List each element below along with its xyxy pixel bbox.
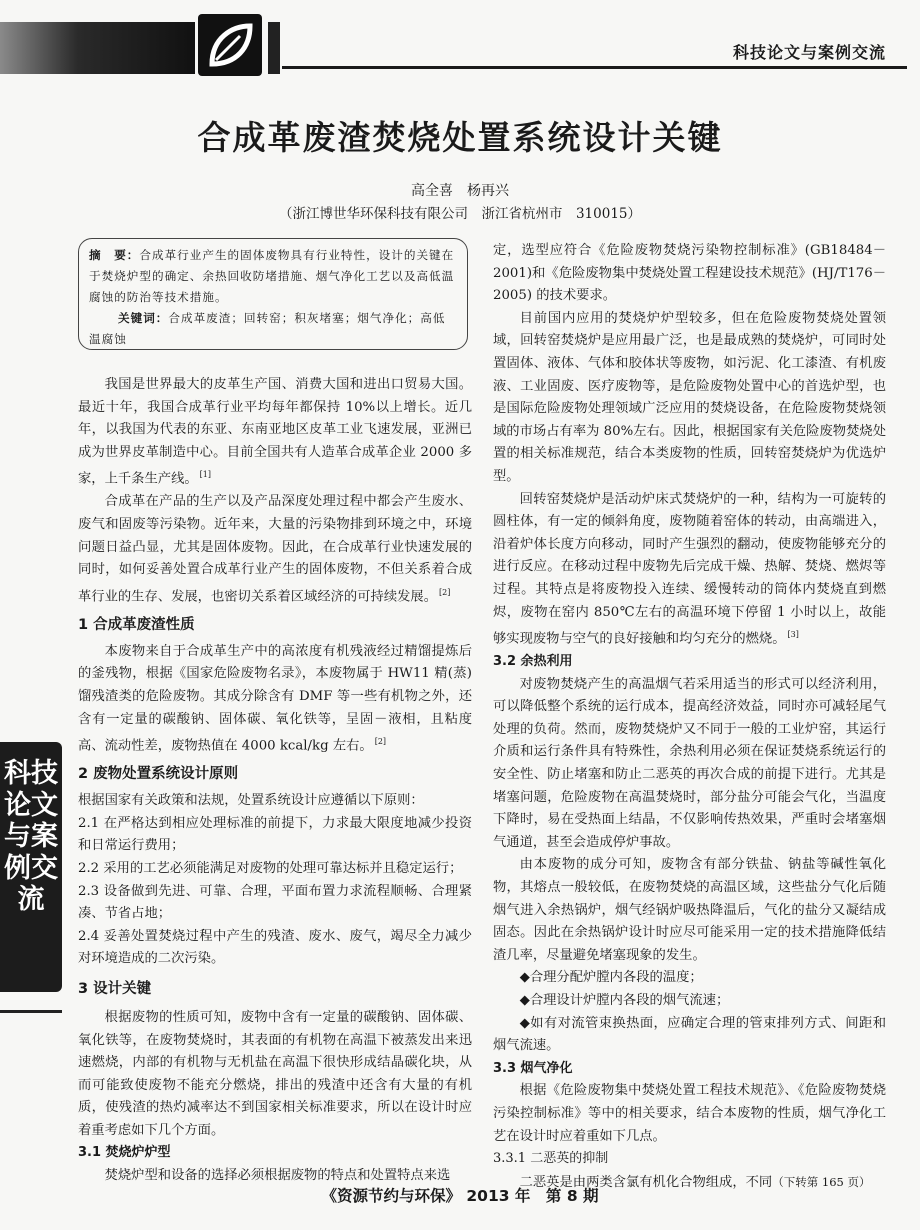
list-item: 2.1 在严格达到相应处理标准的前提下，力求最大限度地减少投资和日常运行费用； bbox=[78, 815, 472, 854]
paragraph: 根据《危险废物集中焚烧处置工程技术规范》、《危险废物焚烧污染控制标准》等中的相关要求，结合本废物的性质，烟气净化工艺在设计时应着重如下几点。 bbox=[493, 1083, 886, 1144]
abstract-text: 合成革行业产生的固体废物具有行业特性，设计的关键在于焚烧炉型的确定、余热回收防堵措施、烟气净化工艺以及高低温腐蚀的防治等技术措施。 bbox=[89, 248, 455, 304]
paragraph-text: 二恶英是由两类含氯有机化合物组成，不同 bbox=[519, 1174, 773, 1190]
list-item: 2.2 采用的工艺必须能满足对废物的处理可靠达标并且稳定运行； bbox=[78, 860, 463, 876]
citation: [2] bbox=[439, 587, 451, 597]
right-column bbox=[493, 240, 886, 1194]
paragraph bbox=[78, 491, 472, 608]
section-heading: 3 设计关键 bbox=[78, 980, 152, 997]
left-column bbox=[78, 374, 472, 1188]
paragraph: 定，选型应符合《危险废物焚烧污染物控制标准》(GB18484－2001)和《危险废物集中焚烧处置工程建设技术规范》(HJ/T176－2005) 的技术要求。 bbox=[493, 243, 886, 304]
paragraph: 根据国家有关政策和法规，处置系统设计应遵循以下原则： bbox=[78, 793, 424, 809]
header-accent-bar bbox=[268, 22, 280, 74]
side-rule bbox=[0, 1010, 62, 1013]
abstract bbox=[89, 245, 457, 308]
keywords-label: 关键词： bbox=[118, 311, 169, 325]
article-affiliation: （浙江博世华环保科技有限公司 浙江省杭州市 310015） bbox=[278, 206, 642, 222]
paragraph-text: 合成革在产品的生产以及产品深度处理过程中都会产生废水、废气和固废等污染物。近年来，大量的污染物排到环境之中，环境问题日益凸显，尤其是固体废物。因此，在合成革行业快速发展的同时，如何妥善处置合成革行业产生的固体废物，不但关系着合成革行业的生存、发展，也密切关系着区域经济的可持续发展。 bbox=[78, 494, 472, 605]
bullet-item: ◆合理分配炉膛内各段的温度； bbox=[519, 970, 703, 986]
header-rule bbox=[282, 66, 907, 69]
header-band bbox=[0, 0, 920, 80]
subsection-heading: 3.2 余热利用 bbox=[493, 654, 573, 670]
section-heading: 1 合成革废渣性质 bbox=[78, 616, 195, 633]
subsection-heading: 3.1 焚烧炉炉型 bbox=[78, 1145, 171, 1161]
paragraph: 根据废物的性质可知，废物中含有一定量的碳酸钠、固体碳、氧化铁等，在废物焚烧时，其表面的有机物在高温下被蒸发出来迅速燃烧，内部的有机物与无机盐在高温下很快形成结晶碳化块，从而可能致使废物不能充分燃烧，排出的残渣中还含有大量的有机质，使残渣的热灼减率达不到国家相关标准要求，所以在设计时应着重考虑如下几个方面。 bbox=[78, 1009, 472, 1138]
paragraph: 由本废物的成分可知，废物含有部分铁盐、钠盐等碱性氧化物，其熔点一般较低，在废物焚烧的高温区域，这些盐分气化后随烟气进入余热锅炉，烟气经锅炉吸热降温后，气化的盐分又凝结成固态。因此在余热锅炉设计时应尽可能采用一定的技术措施降低结渣几率，尽量避免堵塞现象的发生。 bbox=[493, 857, 886, 963]
article-authors: 高全喜 杨再兴 bbox=[411, 183, 509, 199]
keywords-text: 合成革废渣；回转窑；积灰堵塞；烟气净化；高低温腐蚀 bbox=[89, 311, 446, 346]
list-item: 2.4 妥善处置焚烧过程中产生的残渣、废水、废气，竭尽全力减少对环境造成的二次污染。 bbox=[78, 928, 472, 967]
paragraph: 目前国内应用的焚烧炉炉型较多，但在危险废物焚烧处置领域，回转窑焚烧炉是应用最广泛，也是最成熟的焚烧炉，可同时处置固体、液体、气体和胶体状等废物，如污泥、化工漆渣、有机废液、工业固废、医疗废物等，是危险废物处置中心的首选炉型，也是国际危险废物处理领域广泛应用的焚烧设备，在危险废物焚烧领域的市场占有率为 80%左右。因此，根据国家有关危险废物焚烧处置的相关标准规范，结合本类废物的性质，回转窑焚烧炉为优选炉型。 bbox=[493, 310, 886, 484]
paragraph bbox=[78, 641, 472, 758]
abstract-box bbox=[78, 238, 468, 350]
leaf-logo-icon bbox=[198, 14, 262, 76]
paragraph: 焚烧炉型和设备的选择必须根据废物的特点和处置特点来选 bbox=[104, 1168, 451, 1184]
list-item: 2.3 设备做到先进、可靠、合理，平面布置力求流程顺畅、合理紧凑、节省占地； bbox=[78, 883, 472, 922]
continuation-note: （下转第 165 页） bbox=[772, 1174, 871, 1189]
article-title: 合成革废渣焚烧处置系统设计关键 bbox=[197, 118, 723, 157]
citation: [1] bbox=[199, 470, 212, 480]
journal-section-title: 科技论文与案例交流 bbox=[732, 43, 886, 62]
keywords bbox=[89, 308, 457, 350]
side-tab-label: 科技论文与案例交流 bbox=[4, 758, 58, 915]
subsubsection-heading: 3.3.1 二恶英的抑制 bbox=[493, 1151, 609, 1167]
bullet-item: ◆合理设计炉膛内各段的烟气流速； bbox=[519, 993, 730, 1009]
section-heading: 2 废物处置系统设计原则 bbox=[78, 766, 239, 783]
paragraph-text: 我国是世界最大的皮革生产国、消费大国和进出口贸易大国。最近十年，我国合成革行业平均每年都保持 10%以上增长。近几年，以我国为代表的东亚、东南亚地区皮革工业飞速发展，亚洲已成为世界皮革制造中心。目前全国共有人造革合成革企业 2000 多家，上千条生产线。 bbox=[78, 377, 472, 487]
citation: [3] bbox=[787, 630, 799, 640]
subsection-heading: 3.3 烟气净化 bbox=[493, 1060, 573, 1076]
abstract-label: 摘 要： bbox=[89, 248, 140, 262]
journal-footer: 《资源节约与环保》 2013 年 第 8 期 bbox=[321, 1187, 599, 1205]
citation: [2] bbox=[374, 737, 387, 747]
paragraph-text: 本废物来自于合成革生产中的高浓度有机残液经过精馏提炼后的釜残物，根据《国家危险废物名录》，本废物属于 HW11 精(蒸) 馏残渣类的危险废物。其成分除含有 DMF 等一些有机物之外，还含有一定量的碳酸钠、固体碳、氧化铁等，呈固－液相，且粘度高、流动性差，废物热值在 4000 kcal/kg 左右。 bbox=[78, 643, 472, 754]
paragraph bbox=[493, 489, 886, 652]
bullet-item: ◆如有对流管束换热面，应确定合理的管束排列方式、间距和烟气流速。 bbox=[493, 1015, 886, 1054]
paragraph: 对废物焚烧产生的高温烟气若采用适当的形式可以经济利用，可以降低整个系统的运行成本，提高经济效益，同时亦可减轻尾气处理的负荷。然而，废物焚烧炉又不同于一般的工业炉窑，其运行介质和运行条件具有特殊性，余热利用必须在保证焚烧系统运行的安全性、防止堵塞和防止二恶英的再次合成的前提下进行。尤其是堵塞问题，危险废物在高温焚烧时，部分盐分可能会气化，当温度下降时，易在受热面上结晶，不仅影响传热效果，严重时会堵塞烟气通道，甚至会造成停炉事故。 bbox=[493, 676, 886, 850]
header-gradient-bar bbox=[0, 22, 195, 74]
paragraph-text: 回转窑焚烧炉是活动炉床式焚烧炉的一种，结构为一可旋转的圆柱体，有一定的倾斜角度，废物随着窑体的转动，由高端进入，沿着炉体长度方向移动，同时产生强烈的翻动，使废物能够充分的进行反应。在移动过程中废物先后完成干燥、热解、焚烧、燃烬等过程。其特点是将废物投入连续、缓慢转动的筒体内焚烧直到燃烬，废物在窑内 850℃左右的高温环境下停留 1 小时以上，故能够实现废物与空气的良好接触和均匀充分的燃烧。 bbox=[493, 491, 886, 647]
paragraph bbox=[78, 374, 472, 491]
